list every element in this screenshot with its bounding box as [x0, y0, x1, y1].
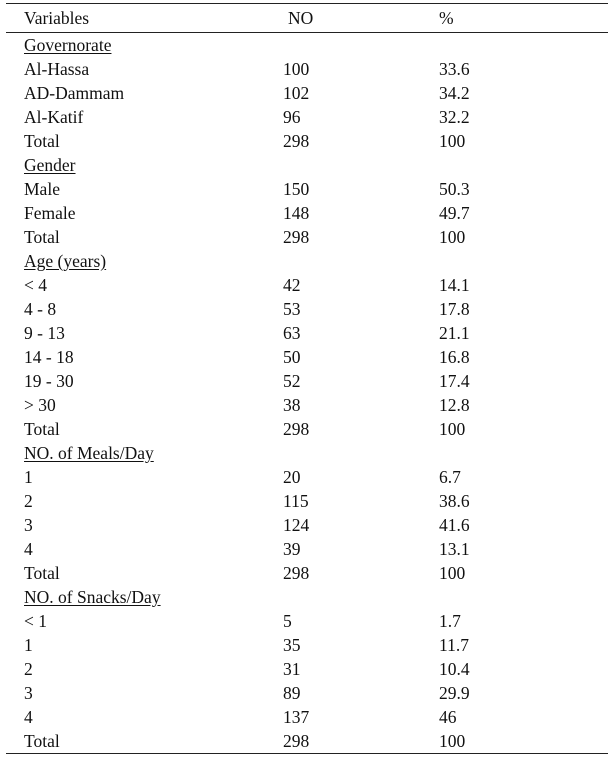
count-cell: 35	[283, 635, 301, 655]
section-header-row	[6, 33, 608, 57]
table-header-row	[6, 4, 608, 32]
count-cell: 298	[283, 563, 310, 583]
percent-cell: 12.8	[439, 395, 470, 415]
variable-label: 2	[24, 659, 33, 679]
percent-cell: 21.1	[439, 323, 470, 343]
count-cell: 298	[283, 227, 310, 247]
section-label: Age (years)	[24, 251, 107, 271]
table-row	[6, 537, 608, 561]
variable-label: 9 - 13	[24, 323, 65, 343]
header-variables: Variables	[24, 8, 90, 28]
table-row	[6, 681, 608, 705]
table-row	[6, 129, 608, 153]
table-row	[6, 225, 608, 249]
variable-label: Total	[24, 419, 60, 439]
percent-cell: 100	[439, 131, 466, 151]
count-cell: 102	[283, 83, 310, 103]
variable-label: Total	[24, 131, 60, 151]
percent-cell: 29.9	[439, 683, 470, 703]
section-header-row	[6, 441, 608, 465]
percent-cell: 100	[439, 227, 466, 247]
percent-cell: 17.8	[439, 299, 470, 319]
table-row	[6, 489, 608, 513]
count-cell: 20	[283, 467, 301, 487]
count-cell: 115	[283, 491, 309, 511]
count-cell: 42	[283, 275, 301, 295]
count-cell: 50	[283, 347, 301, 367]
count-cell: 96	[283, 107, 301, 127]
variable-label: 3	[24, 515, 33, 535]
table-row	[6, 417, 608, 441]
table-row	[6, 177, 608, 201]
percent-cell: 16.8	[439, 347, 470, 367]
count-cell: 89	[283, 683, 301, 703]
variable-label: Al-Hassa	[24, 59, 90, 79]
count-cell: 298	[283, 731, 310, 751]
percent-cell: 17.4	[439, 371, 470, 391]
percent-cell: 100	[439, 419, 466, 439]
percent-cell: 100	[439, 731, 466, 751]
variable-label: 2	[24, 491, 33, 511]
table-row	[6, 633, 608, 657]
percent-cell: 46	[439, 707, 457, 727]
count-cell: 63	[283, 323, 301, 343]
variable-label: 1	[24, 635, 33, 655]
variable-label: 4	[24, 539, 33, 559]
table-row	[6, 393, 608, 417]
variable-label: 1	[24, 467, 33, 487]
data-table	[6, 3, 608, 754]
count-cell: 52	[283, 371, 301, 391]
percent-cell: 34.2	[439, 83, 470, 103]
table-bottom-rule	[6, 753, 608, 754]
section-header-row	[6, 249, 608, 273]
variable-label: > 30	[24, 395, 56, 415]
table-row	[6, 345, 608, 369]
section-header-row	[6, 153, 608, 177]
variable-label: 4	[24, 707, 33, 727]
table-row	[6, 273, 608, 297]
count-cell: 38	[283, 395, 301, 415]
table-row	[6, 513, 608, 537]
count-cell: 5	[283, 611, 292, 631]
variable-label: 4 - 8	[24, 299, 57, 319]
table-row	[6, 105, 608, 129]
count-cell: 150	[283, 179, 310, 199]
percent-cell: 1.7	[439, 611, 461, 631]
variable-label: 19 - 30	[24, 371, 74, 391]
section-label: Governorate	[24, 35, 112, 55]
count-cell: 39	[283, 539, 301, 559]
table-row	[6, 609, 608, 633]
percent-cell: 38.6	[439, 491, 470, 511]
count-cell: 124	[283, 515, 310, 535]
percent-cell: 41.6	[439, 515, 470, 535]
variable-label: AD-Dammam	[24, 83, 125, 103]
percent-cell: 100	[439, 563, 466, 583]
table-row	[6, 57, 608, 81]
variable-label: Male	[24, 179, 60, 199]
table-row	[6, 369, 608, 393]
percent-cell: 32.2	[439, 107, 470, 127]
percent-cell: 13.1	[439, 539, 470, 559]
table-row	[6, 321, 608, 345]
table-row	[6, 561, 608, 585]
percent-cell: 11.7	[439, 635, 469, 655]
percent-cell: 14.1	[439, 275, 470, 295]
table-row	[6, 297, 608, 321]
table-row	[6, 81, 608, 105]
count-cell: 137	[283, 707, 310, 727]
variable-label: Total	[24, 563, 60, 583]
table-row	[6, 705, 608, 729]
section-label: NO. of Snacks/Day	[24, 587, 161, 607]
section-header-row	[6, 585, 608, 609]
section-label: Gender	[24, 155, 76, 175]
count-cell: 100	[283, 59, 310, 79]
count-cell: 31	[283, 659, 301, 679]
count-cell: 298	[283, 419, 310, 439]
variable-label: Total	[24, 227, 60, 247]
variable-label: < 4	[24, 275, 47, 295]
count-cell: 148	[283, 203, 310, 223]
variable-label: Al-Katif	[24, 107, 84, 127]
percent-cell: 50.3	[439, 179, 470, 199]
variable-label: 14 - 18	[24, 347, 74, 367]
count-cell: 298	[283, 131, 310, 151]
header-no: NO	[288, 8, 314, 28]
percent-cell: 6.7	[439, 467, 461, 487]
variable-label: Female	[24, 203, 76, 223]
section-label: NO. of Meals/Day	[24, 443, 154, 463]
percent-cell: 33.6	[439, 59, 470, 79]
table-row	[6, 729, 608, 753]
table-row	[6, 465, 608, 489]
table-row	[6, 657, 608, 681]
variable-label: 3	[24, 683, 33, 703]
percent-cell: 10.4	[439, 659, 470, 679]
variable-label: Total	[24, 731, 60, 751]
table-row	[6, 201, 608, 225]
table-body	[6, 33, 608, 753]
count-cell: 53	[283, 299, 301, 319]
variable-label: < 1	[24, 611, 47, 631]
percent-cell: 49.7	[439, 203, 470, 223]
header-percent: %	[439, 8, 454, 28]
